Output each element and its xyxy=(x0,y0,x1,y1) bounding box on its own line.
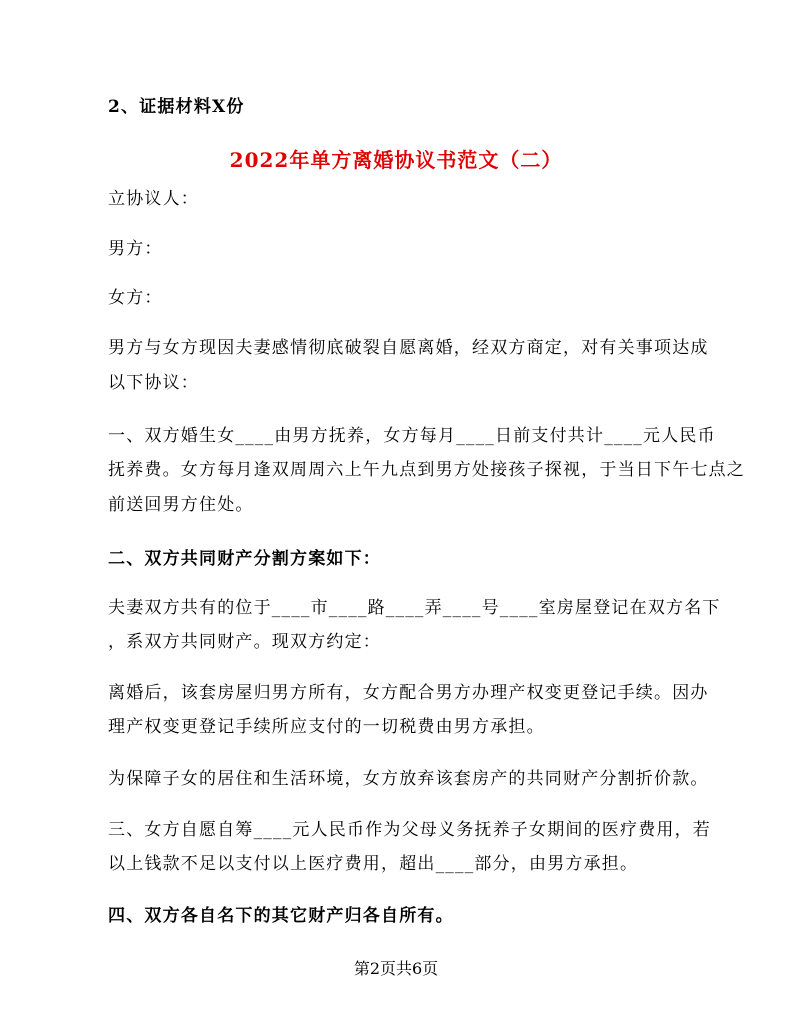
male-party-label: 男方： xyxy=(108,239,163,259)
intro-line-1: 男方与女方现因夫妻感情彻底破裂自愿离婚，经双方商定，对有关事项达成 xyxy=(108,338,709,358)
clause4: 四、双方各自名下的其它财产归各自所有。 xyxy=(108,906,454,926)
after-divorce-line-2: 理产权变更登记手续所应支付的一切税费由男方承担。 xyxy=(108,717,545,737)
clause1-line-2: 抚养费。女方每月逢双周周六上午九点到男方处接孩子探视，于当日下午七点之 xyxy=(108,460,745,480)
clause3-line-1: 三、女方自愿自筹____元人民币作为父母义务抚养子女期间的医疗费用，若 xyxy=(108,820,711,840)
page-title: 2022年单方离婚协议书范文（二） xyxy=(229,148,563,172)
clause2-heading: 二、双方共同财产分割方案如下： xyxy=(108,549,381,569)
clause1-line-3: 前送回男方住处。 xyxy=(108,495,254,515)
waiver-paragraph: 为保障子女的居住和生活环境，女方放弃该套房产的共同财产分割折价款。 xyxy=(108,769,709,789)
page-number-footer: 第2页共6页 xyxy=(353,959,439,978)
after-divorce-line-1: 离婚后，该套房屋归男方所有，女方配合男方办理产权变更登记手续。因办 xyxy=(108,683,709,703)
clause1-line-1: 一、双方婚生女____由男方抚养，女方每月____日前支付共计____元人民币 xyxy=(108,426,716,446)
intro-line-2: 以下协议： xyxy=(108,373,199,393)
property-line-2: ，系双方共同财产。现双方约定： xyxy=(108,632,381,652)
clause3-line-2: 以上钱款不足以支付以上医疗费用，超出____部分，由男方承担。 xyxy=(108,854,639,874)
property-line-1: 夫妻双方共有的位于____市____路____弄____号____室房屋登记在双方名下 xyxy=(108,598,721,618)
agreement-party-label: 立协议人： xyxy=(108,189,199,209)
evidence-item: 2、证据材料X份 xyxy=(108,97,245,117)
female-party-label: 女方： xyxy=(108,288,163,308)
